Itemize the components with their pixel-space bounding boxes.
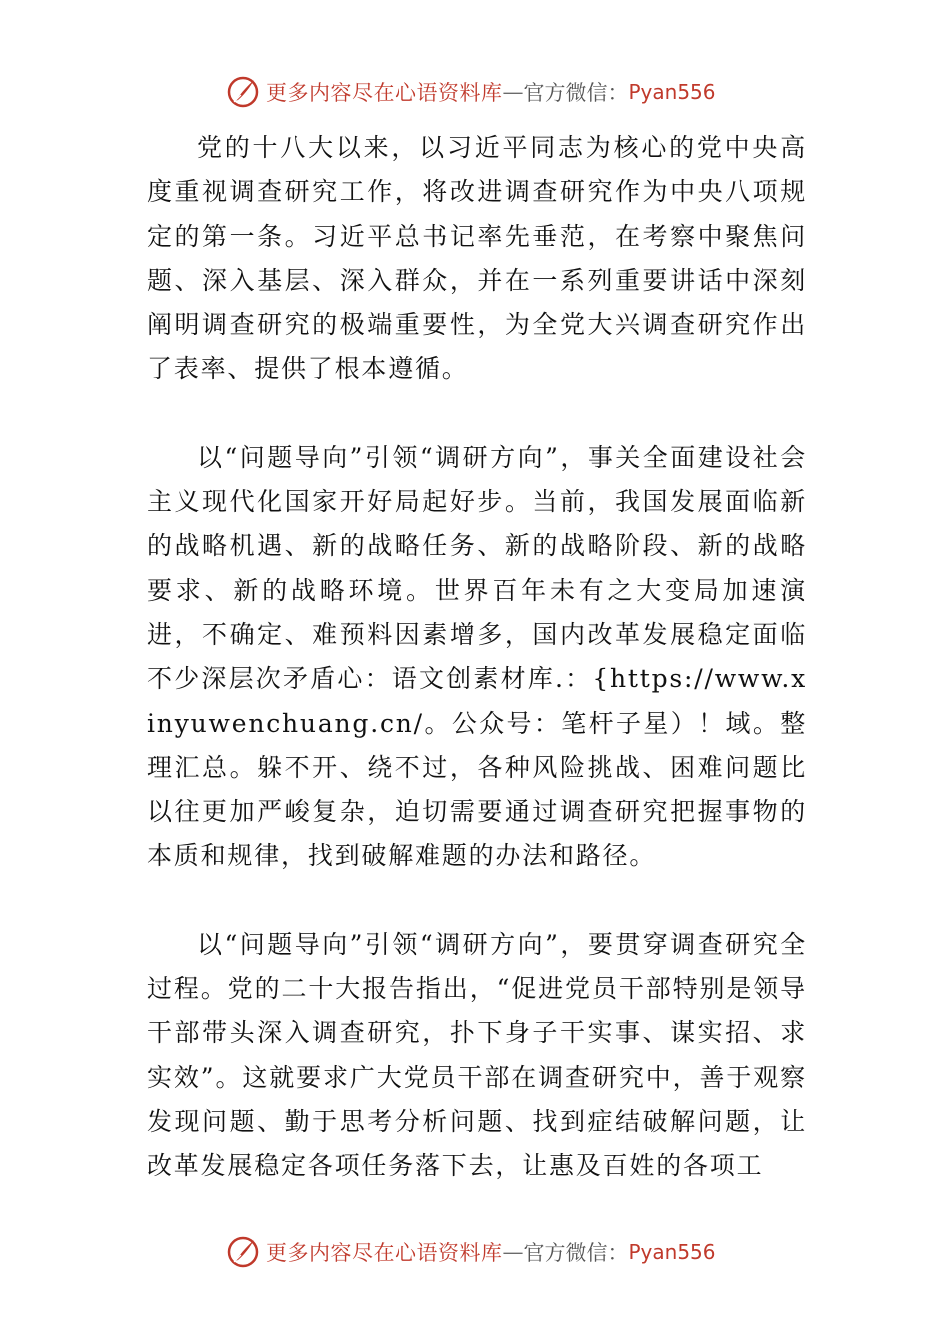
paragraph-1: 党的十八大以来，以习近平同志为核心的党中央高度重视调查研究工作，将改进调查研究作为中央八项规定的第一条。习近平总书记率先垂范，在考察中聚焦问题、深入基层、深入群众，并在一系列重要讲话中深刻阐明调查研究的极端重要性，为全党大兴调查研究作出了表率、提供了根本遵循。	[147, 133, 807, 384]
watermark-contact-id: Pyan556	[628, 1240, 716, 1264]
watermark-separator: —	[502, 80, 524, 104]
watermark-contact-id: Pyan556	[628, 80, 716, 104]
quill-circle-icon	[226, 75, 260, 109]
watermark-text: 更多内容尽在心语资料库	[266, 1241, 503, 1265]
watermark-contact-label: 官方微信：	[523, 1241, 629, 1265]
header-watermark	[226, 72, 716, 112]
paragraph-3: 以“问题导向”引领“调研方向”，要贯穿调查研究全过程。党的二十大报告指出，“促进党员干部特别是领导干部带头深入调查研究，扑下身子干实事、谋实招、求实效”。这就要求广大党员干部在调查研究中，善于观察发现问题、勤于思考分析问题、找到症结破解问题，让改革发展稳定各项任务落下去，让惠及百姓的各项工	[147, 929, 807, 1181]
quill-circle-icon	[226, 1235, 260, 1269]
footer-watermark	[226, 1232, 716, 1272]
watermark-separator: —	[502, 1240, 524, 1264]
watermark-contact-label: 官方微信：	[523, 81, 629, 105]
paragraph-2: 以“问题导向”引领“调研方向”，事关全面建设社会主义现代化国家开好局起好步。当前，我国发展面临新的战略机遇、新的战略任务、新的战略阶段、新的战略要求、新的战略环境。世界百年未有之大变局加速演进，不确定、难预料因素增多，国内改革发展稳定面临不少深层次矛盾心：语文创素材库.：{https://www.xinyuwenchuang.cn/。公众号：笔杆子星）！域。整理汇总。躲不开、绕不过，各种风险挑战、困难问题比以往更加严峻复杂，迫切需要通过调查研究把握事物的本质和规律，找到破解难题的办法和路径。	[147, 442, 807, 871]
document-body	[147, 126, 807, 1189]
watermark-text: 更多内容尽在心语资料库	[266, 81, 503, 105]
